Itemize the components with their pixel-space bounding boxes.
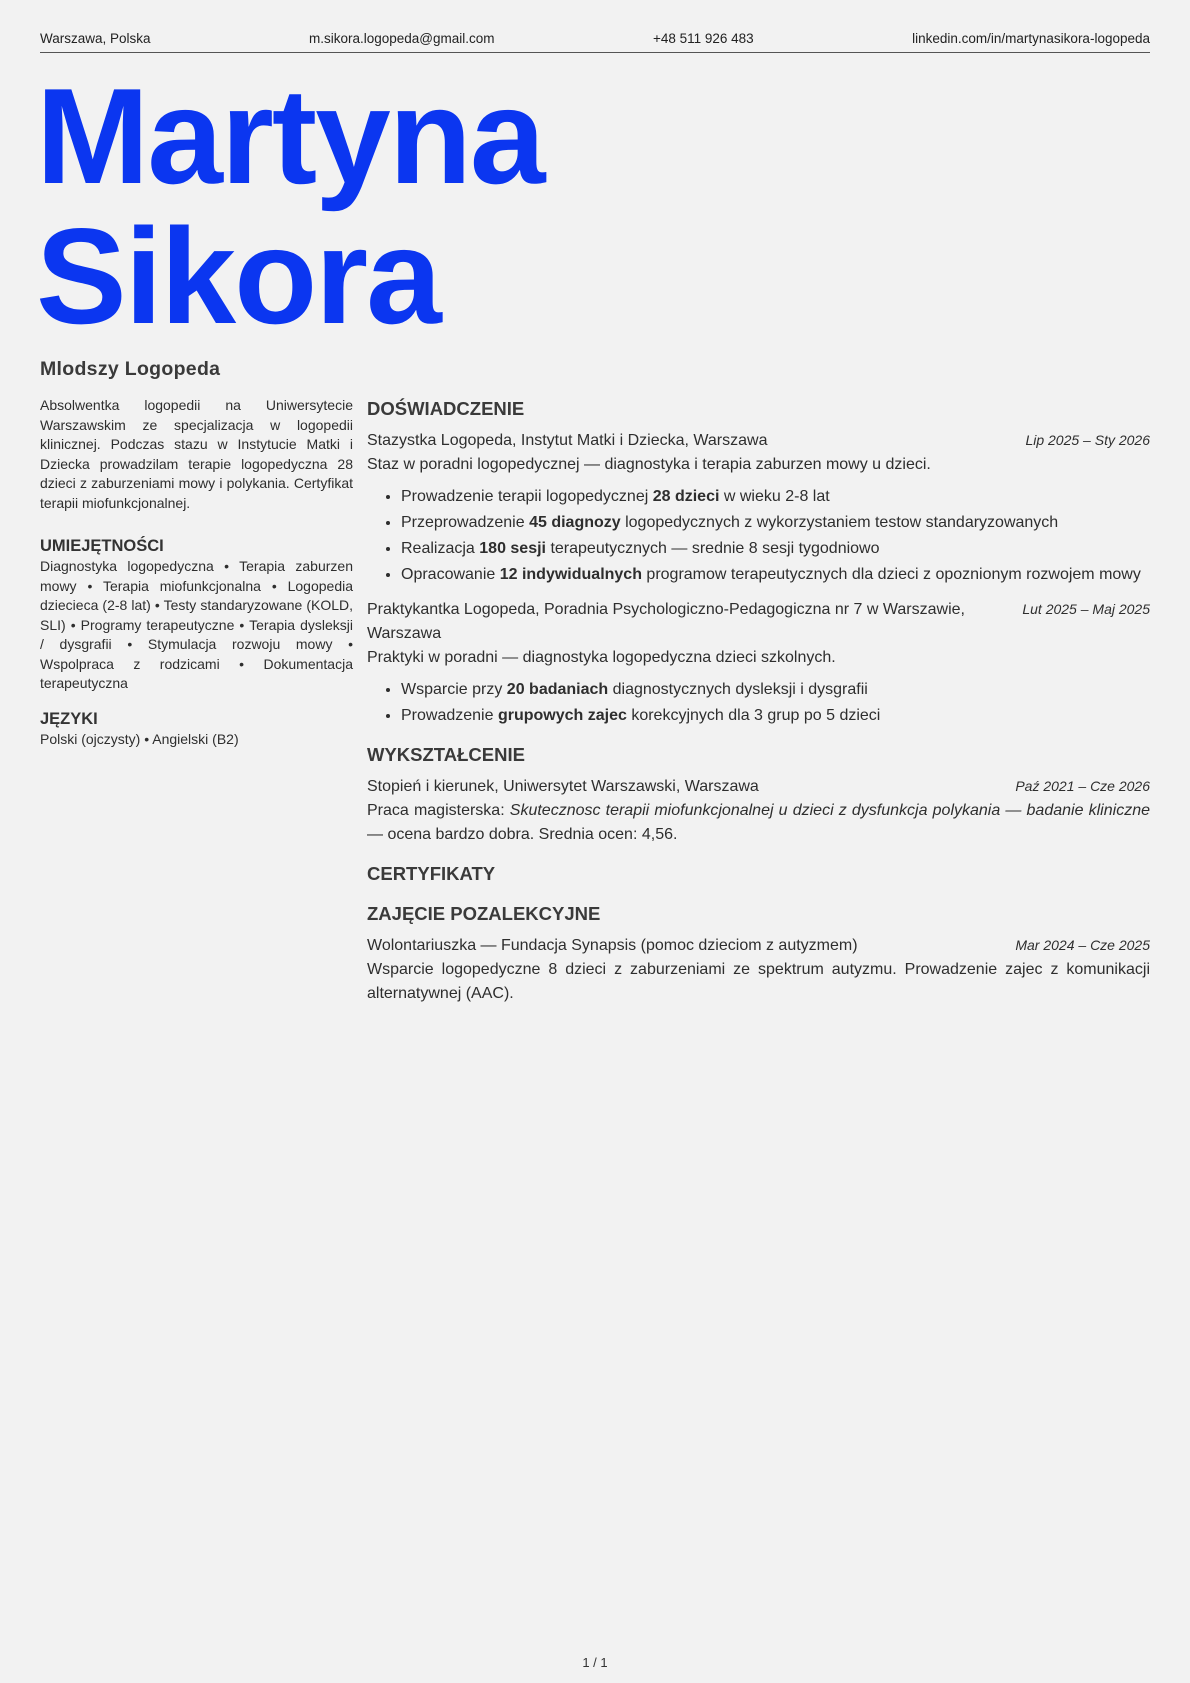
phone: +48 511 926 483 (652, 31, 754, 46)
email: m.sikora.logopeda@gmail.com (308, 31, 495, 46)
bullet-text: Prowadzenie (401, 707, 498, 724)
bullet-text: w wieku 2-8 lat (719, 488, 830, 505)
thesis-label: Praca magisterska: (367, 802, 510, 819)
bullet-highlight: 28 dzieci (652, 488, 720, 505)
achievement-item (401, 511, 1150, 535)
experience-section (367, 396, 1150, 728)
thesis-title: Skutecznosc terapii miofunkcjonalnej u dzieci z dysfunkcja polykania — badanie kliniczne (509, 802, 1150, 819)
job-title: Mlodszy Logopeda (40, 358, 221, 380)
extra-role: Wolontariuszka — Fundacja Synapsis (pomoc dzieciom z autyzmem) (367, 937, 858, 954)
candidate-name (36, 60, 544, 352)
bullet-highlight: grupowych zajec (497, 707, 627, 724)
experience-date: Lip 2025 – Sty 2026 (1025, 432, 1150, 448)
experience-description: Praktyki w poradni — diagnostyka logopedyczna dzieci szkolnych. (367, 649, 836, 666)
languages-list: Polski (ojczysty) • Angielski (B2) (40, 730, 239, 747)
bullet-text: logopedycznych z wykorzystaniem testow standaryzowanych (620, 514, 1059, 531)
thesis-grade: — ocena bardzo dobra. Srednia ocen: 4,56. (367, 826, 678, 843)
extra-description: Wsparcie logopedyczne 8 dzieci z zaburzeniami ze spektrum autyzmu. Prowadzenie zajec z komunikacji alternatywnej (AAC). (367, 961, 1150, 1002)
achievement-item (401, 704, 1150, 728)
experience-entry (367, 428, 1150, 587)
achievement-list (401, 678, 1150, 728)
languages-heading: JĘZYKI (40, 709, 98, 728)
achievement-item (401, 485, 1150, 509)
education-section (367, 742, 1150, 847)
achievement-item (401, 537, 1150, 561)
bullet-text: korekcyjnych dla 3 grup po 5 dzieci (626, 707, 881, 724)
bullet-text: Opracowanie (401, 566, 500, 583)
skills-list: Diagnostyka logopedyczna • Terapia zaburzen mowy • Terapia miofunkcjonalna • Logopedia dzieciеca (2-8 lat) • Testy standaryzowane (KOLD, SLI) • Programy terapeutyczne • Terapia dysleksji / dysgrafii • Stymulacja rozwoju mowy • Wspolpraca z rodzicami • Dokumentacja terapeutyczna (40, 558, 353, 691)
experience-title: Stazystka Logopeda, Instytut Matki i Dziecka, Warszawa (367, 432, 768, 449)
education-date: Paź 2021 – Cze 2026 (1015, 778, 1150, 794)
bullet-text: terapeutycznych — srednie 8 sesji tygodniowo (546, 540, 880, 557)
bullet-highlight: 45 diagnozy (529, 514, 621, 531)
contact-bar (40, 31, 1150, 53)
bullet-text: Wsparcie przy (401, 681, 507, 698)
thesis (367, 799, 1150, 847)
experience-description: Staz w poradni logopedycznej — diagnostyka i terapia zaburzen mowy u dzieci. (367, 456, 931, 473)
experience-title: Praktykantka Logopeda, Poradnia Psychologiczno-Pedagogiczna nr 7 w Warszawie, Warszawa (367, 601, 965, 642)
achievement-item (401, 678, 1150, 702)
page-number: 1 / 1 (582, 1655, 608, 1670)
right-column (367, 396, 1150, 1020)
left-column (40, 396, 353, 749)
location: Warszawa, Polska (40, 31, 151, 46)
linkedin: linkedin.com/in/martynasikora-logopeda (912, 31, 1150, 46)
achievement-item (401, 563, 1150, 587)
extra-date: Mar 2024 – Cze 2025 (1015, 937, 1150, 953)
bullet-text: programow terapeutycznych dla dzieci z opoznionym rozwojem mowy (641, 566, 1141, 583)
degree: Stopień i kierunek, Uniwersytet Warszawski, Warszawa (367, 778, 759, 795)
bullet-text: Prowadzenie terapii logopedycznej (401, 488, 653, 505)
bullet-highlight: 20 badaniach (506, 681, 609, 698)
extracurricular-heading: ZAJĘCIE POZALEKCYJNE (367, 903, 601, 924)
experience-entry (367, 597, 1150, 728)
certificates-section (367, 861, 1150, 887)
first-name: Martyna (36, 60, 544, 212)
education-heading: WYKSZTAŁCENIE (367, 744, 525, 765)
bullet-text: diagnostycznych dysleksji i dysgrafii (608, 681, 868, 698)
experience-heading: DOŚWIADCZENIE (367, 398, 525, 419)
bullet-highlight: 180 sesji (479, 540, 546, 557)
bullet-text: Realizacja (401, 540, 480, 557)
bullet-highlight: 12 indywidualnych (499, 566, 642, 583)
bullet-text: Przeprowadzenie (401, 514, 530, 531)
experience-date: Lut 2025 – Maj 2025 (1022, 601, 1150, 617)
extracurricular-section (367, 901, 1150, 1006)
achievement-list (401, 485, 1150, 587)
summary: Absolwentka logopedii na Uniwersytecie Warszawskim ze specjalizacja w logopedii klinicznej. Podczas stazu w Instytucie Matki i Dziecka prowadzilam terapie logopedyczna 28 dzieci z zaburzeniami mowy i polykania. Certyfikat terapii miofunkcjonalnej. (40, 397, 353, 511)
skills-heading: UMIEJĘTNOŚCI (40, 537, 164, 555)
last-name: Sikora (36, 200, 440, 352)
certificates-heading: CERTYFIKATY (367, 863, 496, 884)
